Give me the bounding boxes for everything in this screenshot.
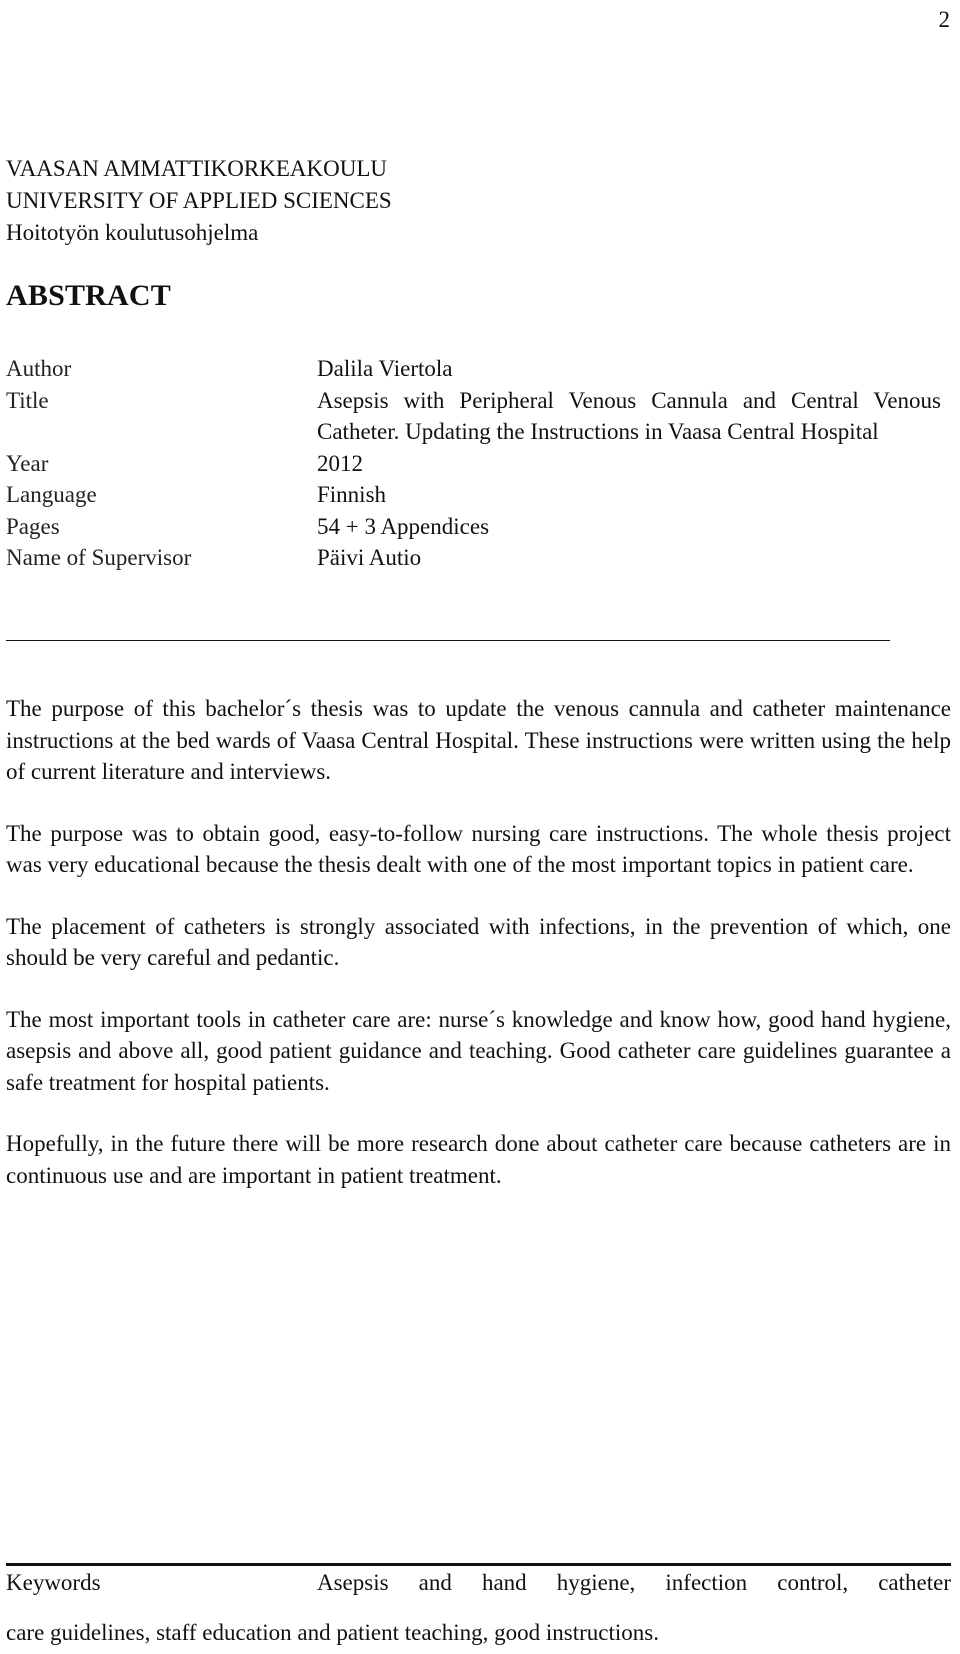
keywords-label: Keywords (6, 1570, 101, 1595)
year-label: Year (6, 450, 49, 476)
abstract-body (6, 693, 951, 1221)
meta-row-supervisor (6, 542, 956, 574)
abstract-paragraph-2: The purpose was to obtain good, easy-to-follow nursing care instructions. The whole thesis project was very educational because the thesis dealt with one of the most important topics in patient care. (6, 820, 951, 877)
meta-row-author (6, 353, 956, 385)
abstract-paragraph-4: The most important tools in catheter care are: nurse´s knowledge and know how, good hand hygiene, asepsis and above all, good patient guidance and teaching. Good catheter care guidelines guarantee a safe treatment for hospital patients. (6, 1006, 951, 1095)
abstract-paragraph-5: Hopefully, in the future there will be more research done about catheter care because catheters are in continuous use and are important in patient treatment. (6, 1131, 951, 1188)
meta-row-year (6, 448, 956, 480)
keywords-block (6, 1567, 951, 1648)
supervisor-label: Name of Supervisor (6, 545, 192, 570)
keywords-first-line (6, 1567, 951, 1599)
supervisor-value: Päivi Autio (317, 545, 422, 570)
title-value: Asepsis with Peripheral Venous Cannula and Central Venous Catheter. Updating the Instructions in Vaasa Central Hospital (317, 387, 941, 444)
language-label: Language (6, 482, 97, 507)
title-label: Title (6, 387, 49, 413)
degree-programme: Hoitotyön koulutusohjelma (6, 220, 259, 245)
author-value: Dalila Viertola (317, 356, 453, 381)
abstract-heading: ABSTRACT (6, 279, 171, 312)
metadata-divider (6, 640, 890, 641)
pages-value: 54 + 3 Appendices (317, 513, 490, 539)
meta-row-pages (6, 511, 956, 543)
pages-label: Pages (6, 513, 60, 539)
institution-block (6, 153, 946, 249)
keywords-value-line2: care guidelines, staff education and patient teaching, good instructions. (6, 1619, 659, 1645)
keywords-divider (6, 1563, 951, 1566)
author-label: Author (6, 356, 72, 381)
thesis-metadata (6, 353, 956, 574)
abstract-paragraph-3: The placement of catheters is strongly associated with infections, in the prevention of which, one should be very careful and pedantic. (6, 913, 951, 970)
institution-name-finnish: VAASAN AMMATTIKORKEAKOULU (6, 156, 388, 181)
institution-name-english: UNIVERSITY OF APPLIED SCIENCES (6, 188, 392, 213)
abstract-paragraph-1: The purpose of this bachelor´s thesis was to update the venous cannula and catheter maintenance instructions at the bed wards of Vaasa Central Hospital. These instructions were written using the help of current literature and interviews. (6, 696, 951, 784)
year-value: 2012 (317, 450, 363, 476)
meta-row-language (6, 479, 956, 511)
page-number: 2 (938, 7, 950, 32)
language-value: Finnish (317, 482, 387, 507)
keywords-value-line1: Asepsis and hand hygiene, infection control, catheter (317, 1570, 951, 1595)
meta-row-title (6, 385, 956, 448)
